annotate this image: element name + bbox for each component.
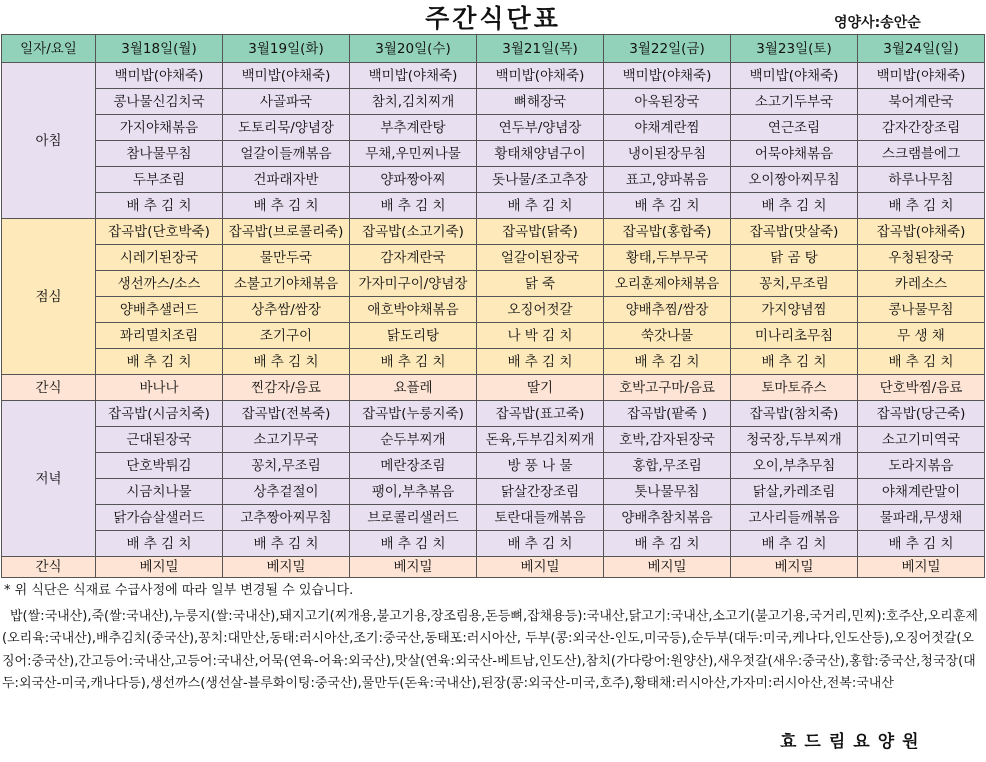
menu-item: 요플레 (350, 375, 477, 401)
menu-item: 배 추 김 치 (96, 193, 223, 219)
menu-item: 시금치나물 (96, 479, 223, 505)
meal-row (2, 141, 985, 167)
menu-item: 톳나물무침 (604, 479, 731, 505)
menu-item: 배 추 김 치 (223, 349, 350, 375)
menu-item: 나 박 김 치 (477, 323, 604, 349)
menu-item: 연두부/양념장 (477, 115, 604, 141)
meal-row (2, 505, 985, 531)
menu-item: 배 추 김 치 (858, 531, 985, 557)
menu-item: 감자간장조림 (858, 115, 985, 141)
menu-item: 애호박야채볶음 (350, 297, 477, 323)
menu-item: 얼갈이된장국 (477, 245, 604, 271)
menu-item: 오징어젓갈 (477, 297, 604, 323)
meal-row (2, 245, 985, 271)
menu-item: 고추짱아찌무침 (223, 505, 350, 531)
menu-item: 잡곡밥(시금치죽) (96, 401, 223, 427)
menu-item: 어묵야채볶음 (731, 141, 858, 167)
menu-item: 홍합,무조림 (604, 453, 731, 479)
menu-item: 꽁치,무조림 (223, 453, 350, 479)
menu-item: 순두부찌개 (350, 427, 477, 453)
menu-item: 배 추 김 치 (477, 193, 604, 219)
menu-item: 아욱된장국 (604, 89, 731, 115)
menu-item: 도토리묵/양념장 (223, 115, 350, 141)
menu-item: 오리훈제야채볶음 (604, 271, 731, 297)
menu-item: 배 추 김 치 (223, 193, 350, 219)
meal-row (2, 479, 985, 505)
menu-item: 잡곡밥(당근죽) (858, 401, 985, 427)
menu-item: 고사리들깨볶음 (731, 505, 858, 531)
meal-label: 아침 (2, 63, 96, 219)
meal-row (2, 453, 985, 479)
menu-item: 배 추 김 치 (350, 349, 477, 375)
menu-item: 잡곡밥(단호박죽) (96, 219, 223, 245)
menu-item: 백미밥(야채죽) (223, 63, 350, 89)
meal-row (2, 323, 985, 349)
meal-label: 저녁 (2, 401, 96, 557)
menu-item: 소고기무국 (223, 427, 350, 453)
menu-item: 바나나 (96, 375, 223, 401)
menu-item: 잡곡밥(홍합죽) (604, 219, 731, 245)
meal-row (2, 531, 985, 557)
menu-body (2, 35, 985, 578)
meal-label: 간식 (2, 375, 96, 401)
menu-item: 배 추 김 치 (96, 531, 223, 557)
menu-item: 도라지볶음 (858, 453, 985, 479)
meal-row (2, 193, 985, 219)
menu-item: 베지밀 (731, 557, 858, 578)
page-title: 주간식단표 (425, 4, 561, 33)
menu-item: 소고기두부국 (731, 89, 858, 115)
menu-item: 상추겉절이 (223, 479, 350, 505)
menu-item: 무 생 채 (858, 323, 985, 349)
meal-row (2, 375, 985, 401)
menu-item: 뼈해장국 (477, 89, 604, 115)
menu-item: 배 추 김 치 (731, 193, 858, 219)
menu-item: 근대된장국 (96, 427, 223, 453)
menu-item: 닭 죽 (477, 271, 604, 297)
meal-label: 점심 (2, 219, 96, 375)
menu-item: 돈육,두부김치찌개 (477, 427, 604, 453)
menu-item: 베지밀 (96, 557, 223, 578)
menu-item: 가자미구이/양념장 (350, 271, 477, 297)
menu-item: 단호박튀김 (96, 453, 223, 479)
menu-item: 베지밀 (350, 557, 477, 578)
menu-item: 메란장조림 (350, 453, 477, 479)
menu-item: 닭살간장조림 (477, 479, 604, 505)
menu-item: 시레기된장국 (96, 245, 223, 271)
menu-item: 백미밥(야채죽) (604, 63, 731, 89)
meal-label: 간식 (2, 557, 96, 578)
menu-item: 가지양념찜 (731, 297, 858, 323)
day-header: 3월19일(화) (223, 35, 350, 63)
meal-row (2, 219, 985, 245)
menu-item: 백미밥(야채죽) (350, 63, 477, 89)
menu-item: 표고,양파볶음 (604, 167, 731, 193)
menu-item: 미나리초무침 (731, 323, 858, 349)
menu-item: 백미밥(야채죽) (477, 63, 604, 89)
menu-item: 팽이,부추볶음 (350, 479, 477, 505)
day-header: 3월18일(월) (96, 35, 223, 63)
menu-item: 냉이된장무침 (604, 141, 731, 167)
header-corner: 일자/요일 (2, 35, 96, 63)
menu-item: 감자계란국 (350, 245, 477, 271)
dietitian-label: 영양사:송안순 (834, 15, 921, 31)
menu-item: 배 추 김 치 (604, 349, 731, 375)
meal-row (2, 89, 985, 115)
menu-item: 토란대들깨볶음 (477, 505, 604, 531)
menu-item: 콩나물신김치국 (96, 89, 223, 115)
meal-row (2, 167, 985, 193)
weekly-menu-table (1, 34, 985, 578)
menu-item: 배 추 김 치 (223, 531, 350, 557)
menu-item: 호박고구마/음료 (604, 375, 731, 401)
menu-item: 배 추 김 치 (96, 349, 223, 375)
menu-item: 잡곡밥(팥죽 ) (604, 401, 731, 427)
meal-row (2, 297, 985, 323)
menu-item: 단호박찜/음료 (858, 375, 985, 401)
menu-item: 양배추찜/쌈장 (604, 297, 731, 323)
menu-item: 베지밀 (477, 557, 604, 578)
menu-item: 건파래자반 (223, 167, 350, 193)
day-header: 3월24일(일) (858, 35, 985, 63)
menu-item: 오이짱아찌무침 (731, 167, 858, 193)
menu-item: 참치,김치찌개 (350, 89, 477, 115)
day-header: 3월20일(수) (350, 35, 477, 63)
menu-item: 무채,우민찌나물 (350, 141, 477, 167)
day-header: 3월22일(금) (604, 35, 731, 63)
day-header: 3월21일(목) (477, 35, 604, 63)
menu-item: 잡곡밥(닭죽) (477, 219, 604, 245)
menu-item: 연근조림 (731, 115, 858, 141)
menu-item: 소불고기야채볶음 (223, 271, 350, 297)
menu-item: 잡곡밥(표고죽) (477, 401, 604, 427)
menu-item: 황태,두부무국 (604, 245, 731, 271)
menu-item: 배 추 김 치 (604, 193, 731, 219)
menu-item: 닭살,카레조림 (731, 479, 858, 505)
menu-item: 잡곡밥(맛살죽) (731, 219, 858, 245)
menu-item: 잡곡밥(누룽지죽) (350, 401, 477, 427)
menu-item: 배 추 김 치 (731, 349, 858, 375)
change-notice: * 위 식단은 식재료 수급사정에 따라 일부 변경될 수 있습니다. (4, 583, 354, 598)
menu-item: 찐감자/음료 (223, 375, 350, 401)
menu-item: 배 추 김 치 (604, 531, 731, 557)
menu-item: 잡곡밥(소고기죽) (350, 219, 477, 245)
menu-item: 얼갈이들깨볶음 (223, 141, 350, 167)
menu-item: 베지밀 (604, 557, 731, 578)
menu-item: 백미밥(야채죽) (96, 63, 223, 89)
meal-row (2, 557, 985, 578)
menu-item: 사골파국 (223, 89, 350, 115)
menu-item: 백미밥(야채죽) (731, 63, 858, 89)
meal-row (2, 427, 985, 453)
menu-item: 딸기 (477, 375, 604, 401)
menu-item: 카레소스 (858, 271, 985, 297)
menu-item: 콩나물무침 (858, 297, 985, 323)
menu-item: 양배추샐러드 (96, 297, 223, 323)
meal-row (2, 271, 985, 297)
menu-item: 부추계란탕 (350, 115, 477, 141)
menu-item: 배 추 김 치 (858, 349, 985, 375)
menu-item: 돗나물/조고추장 (477, 167, 604, 193)
origin-info: 밥(쌀:국내산),죽(쌀:국내산),누룽지(쌀:국내산),돼지고기(찌개용,불고기용,장조림용,돈등뼈,잡채용등):국내산,닭고기:국내산,소고기(불고기용,국거리,민찌):호주산,오리훈제(오리육:국내산),배추김치(중국산),꽁치:대만산,동태:러시아산,조기:중국산,동태포:러시아산, 두부(콩:외국산-인도,미국등),순두부(대두:미국,케나다,인도산등),오징어젓갈(오징어:중국산),간고등어:국내산,고등어:국내산,어묵(연육-어육:외국산),맛살(연육:외국산-베트남,인도산),참치(가다랑어:원양산),새우젓갈(새우:중국산),홍합:중국산,청국장(대두:외국산-미국,캐나다등),생선까스(생선살-블루화이팅:중국산),물만두(돈육:국내산),된장(콩:외국산-미국,호주),황태채:러시아산,가자미:러시아산,전복:국내산 (2, 609, 978, 691)
menu-item: 닭 곰 탕 (731, 245, 858, 271)
menu-item: 쑥갓나물 (604, 323, 731, 349)
menu-item: 베지밀 (223, 557, 350, 578)
meal-row (2, 401, 985, 427)
menu-item: 백미밥(야채죽) (858, 63, 985, 89)
menu-item: 야채계란찜 (604, 115, 731, 141)
menu-item: 베지밀 (858, 557, 985, 578)
header-row (2, 35, 985, 63)
menu-item: 황태채양념구이 (477, 141, 604, 167)
menu-item: 배 추 김 치 (477, 531, 604, 557)
menu-item: 잡곡밥(전복죽) (223, 401, 350, 427)
menu-item: 배 추 김 치 (731, 531, 858, 557)
menu-item: 소고기미역국 (858, 427, 985, 453)
menu-item: 닭도리탕 (350, 323, 477, 349)
menu-item: 청국장,두부찌개 (731, 427, 858, 453)
menu-item: 잡곡밥(브로콜리죽) (223, 219, 350, 245)
menu-item: 오이,부추무침 (731, 453, 858, 479)
menu-item: 배 추 김 치 (858, 193, 985, 219)
menu-item: 참나물무침 (96, 141, 223, 167)
menu-item: 호박,감자된장국 (604, 427, 731, 453)
menu-item: 꽈리멸치조림 (96, 323, 223, 349)
menu-item: 물만두국 (223, 245, 350, 271)
meal-row (2, 63, 985, 89)
menu-item: 북어계란국 (858, 89, 985, 115)
menu-item: 양배추참치볶음 (604, 505, 731, 531)
menu-item: 하루나무침 (858, 167, 985, 193)
menu-item: 양파짱아찌 (350, 167, 477, 193)
menu-item: 우청된장국 (858, 245, 985, 271)
menu-item: 배 추 김 치 (350, 531, 477, 557)
menu-item: 상추쌈/쌈장 (223, 297, 350, 323)
menu-item: 두부조림 (96, 167, 223, 193)
meal-row (2, 115, 985, 141)
menu-item: 조기구이 (223, 323, 350, 349)
menu-item: 야채계란말이 (858, 479, 985, 505)
menu-item: 닭가슴살샐러드 (96, 505, 223, 531)
menu-item: 물파래,무생채 (858, 505, 985, 531)
menu-item: 토마토쥬스 (731, 375, 858, 401)
meal-row (2, 349, 985, 375)
menu-item: 꽁치,무조림 (731, 271, 858, 297)
menu-item: 스크램블에그 (858, 141, 985, 167)
facility-name: 효드림요양원 (780, 732, 927, 752)
menu-item: 방 풍 나 물 (477, 453, 604, 479)
menu-item: 생선까스/소스 (96, 271, 223, 297)
menu-item: 배 추 김 치 (350, 193, 477, 219)
menu-item: 잡곡밥(야채죽) (858, 219, 985, 245)
menu-item: 가지야채볶음 (96, 115, 223, 141)
menu-item: 브로콜리샐러드 (350, 505, 477, 531)
day-header: 3월23일(토) (731, 35, 858, 63)
menu-item: 배 추 김 치 (477, 349, 604, 375)
menu-item: 잡곡밥(참치죽) (731, 401, 858, 427)
